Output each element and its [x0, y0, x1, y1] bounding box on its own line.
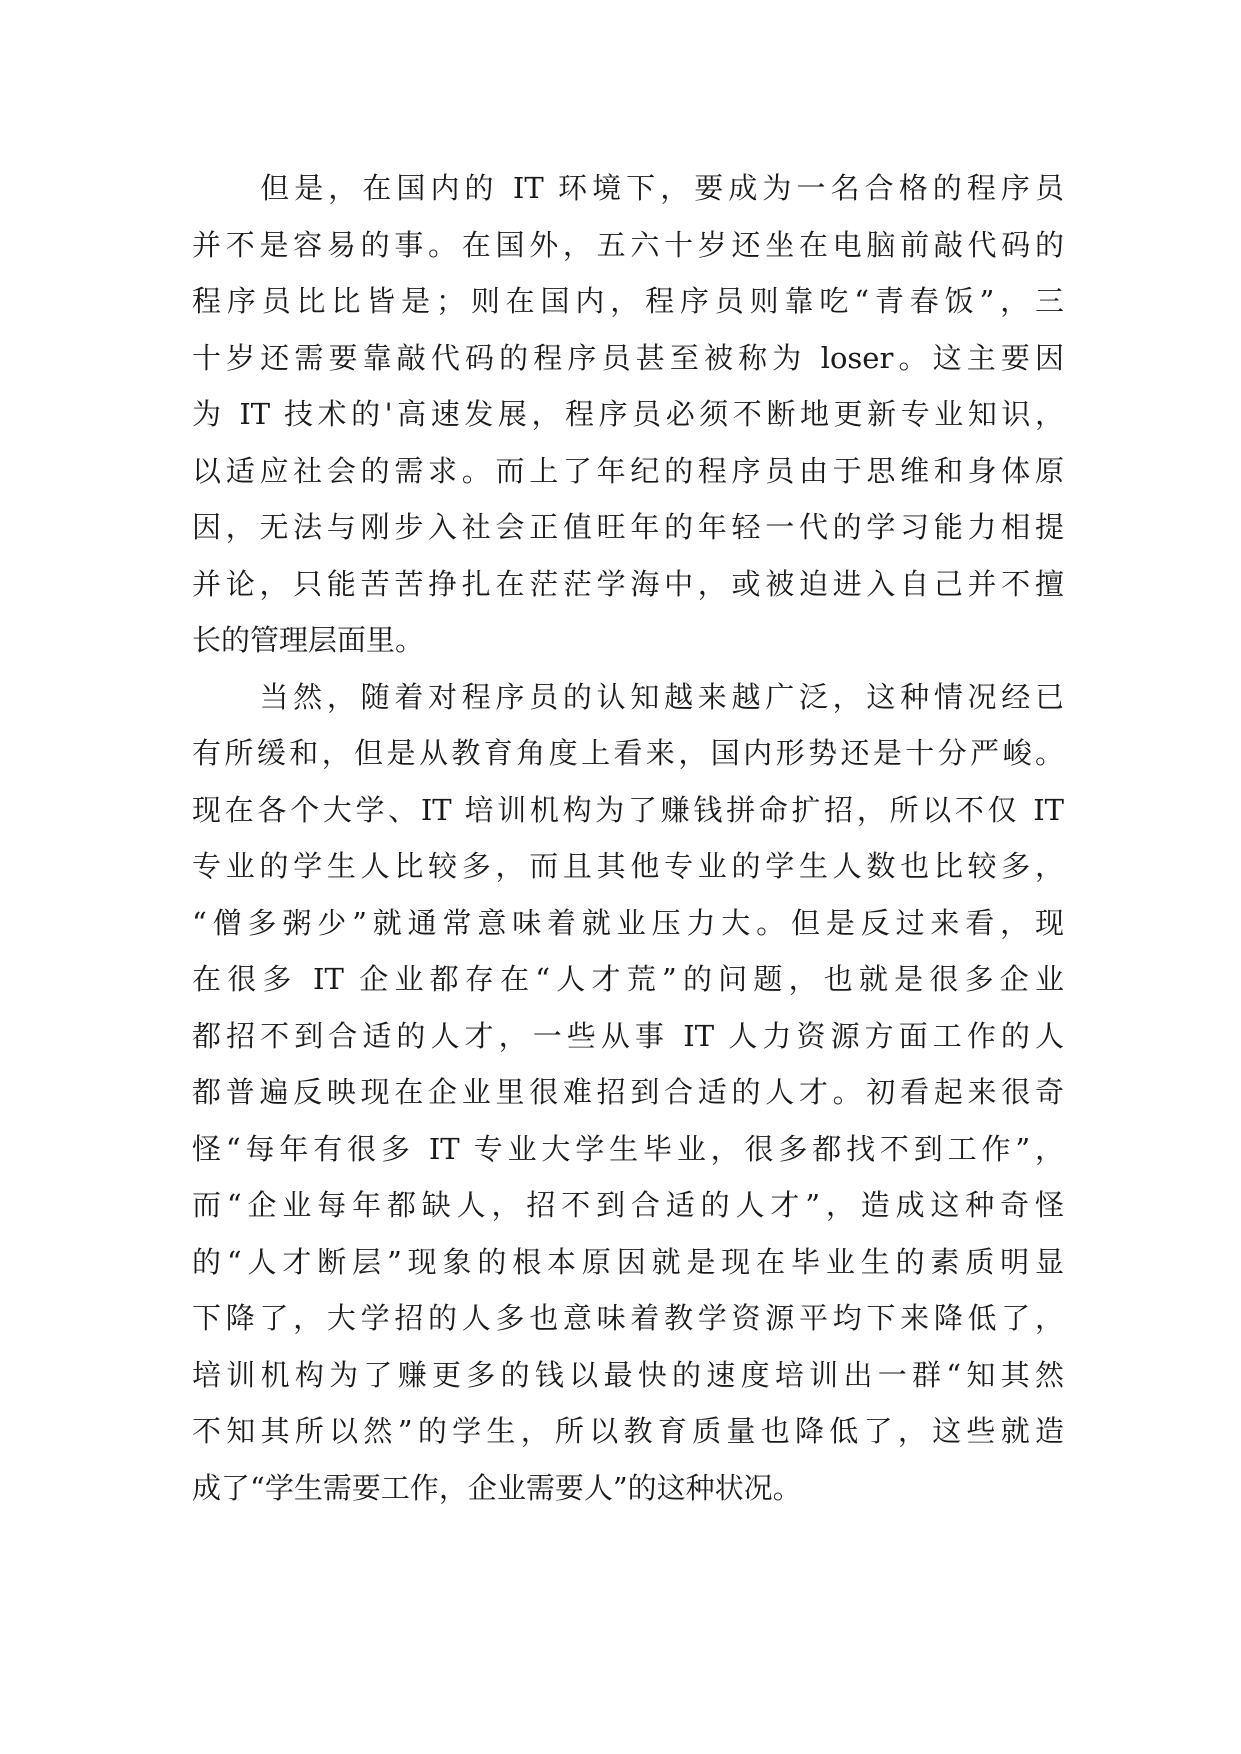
text-line: “僧多粥少”就通常意味着就业压力大。但是反过来看，现 — [192, 905, 1064, 940]
text-line: 有所缓和，但是从教育角度上看来，国内形势还是十分严峻。 — [192, 736, 1064, 770]
text-line: 培训机构为了赚更多的钱以最快的速度培训出一群“知其然 — [192, 1357, 1064, 1392]
text-line: 下降了，大学招的人多也意味着教学资源平均下来降低了， — [192, 1301, 1064, 1335]
text-line: 现在各个大学、IT 培训机构为了赚钱拼命扩招，所以不仅 IT — [192, 792, 1064, 827]
text-line: 以适应社会的需求。而上了年纪的程序员由于思维和身体原 — [192, 453, 1064, 488]
text-line: 成了“学生需要工作，企业需要人”的这种状况。 — [192, 1470, 802, 1505]
text-line: 十岁还需要靠敲代码的程序员甚至被称为 loser。这主要因 — [192, 340, 1064, 375]
text-line: 专业的学生人比较多，而且其他专业的学生人数也比较多， — [192, 849, 1064, 883]
paragraph-2 — [192, 669, 1064, 1517]
text-line: 但是，在国内的 IT 环境下，要成为一名合格的程序员 — [192, 171, 1064, 205]
text-line: 并论，只能苦苦挣扎在茫茫学海中，或被迫进入自己并不擅 — [192, 566, 1064, 601]
document-body — [192, 160, 1064, 1516]
text-line: 因，无法与刚步入社会正值旺年的年轻一代的学习能力相提 — [192, 510, 1064, 544]
text-line: 不知其所以然”的学生，所以教育质量也降低了，这些就造 — [192, 1414, 1064, 1448]
text-line: 为 IT 技术的'高速发展，程序员必须不断地更新专业知识， — [192, 397, 1064, 431]
text-line: 当然，随着对程序员的认知越来越广泛，这种情况经已 — [192, 679, 1064, 714]
text-line: 怪“每年有很多 IT 专业大学生毕业，很多都找不到工作”， — [192, 1131, 1064, 1166]
text-line: 在很多 IT 企业都存在“人才荒”的问题，也就是很多企业 — [192, 962, 1064, 996]
text-line: 而“企业每年都缺人，招不到合适的人才”，造成这种奇怪 — [192, 1188, 1064, 1222]
text-line: 程序员比比皆是；则在国内，程序员则靠吃“青春饭”，三 — [192, 284, 1064, 318]
text-line: 的“人才断层”现象的根本原因就是现在毕业生的素质明显 — [192, 1244, 1064, 1279]
paragraph-1 — [192, 160, 1064, 669]
text-line: 并不是容易的事。在国外，五六十岁还坐在电脑前敲代码的 — [192, 227, 1064, 262]
text-line: 长的管理层面里。 — [192, 623, 425, 657]
text-line: 都招不到合适的人才，一些从事 IT 人力资源方面工作的人 — [192, 1018, 1064, 1053]
text-line: 都普遍反映现在企业里很难招到合适的人才。初看起来很奇 — [192, 1075, 1064, 1109]
